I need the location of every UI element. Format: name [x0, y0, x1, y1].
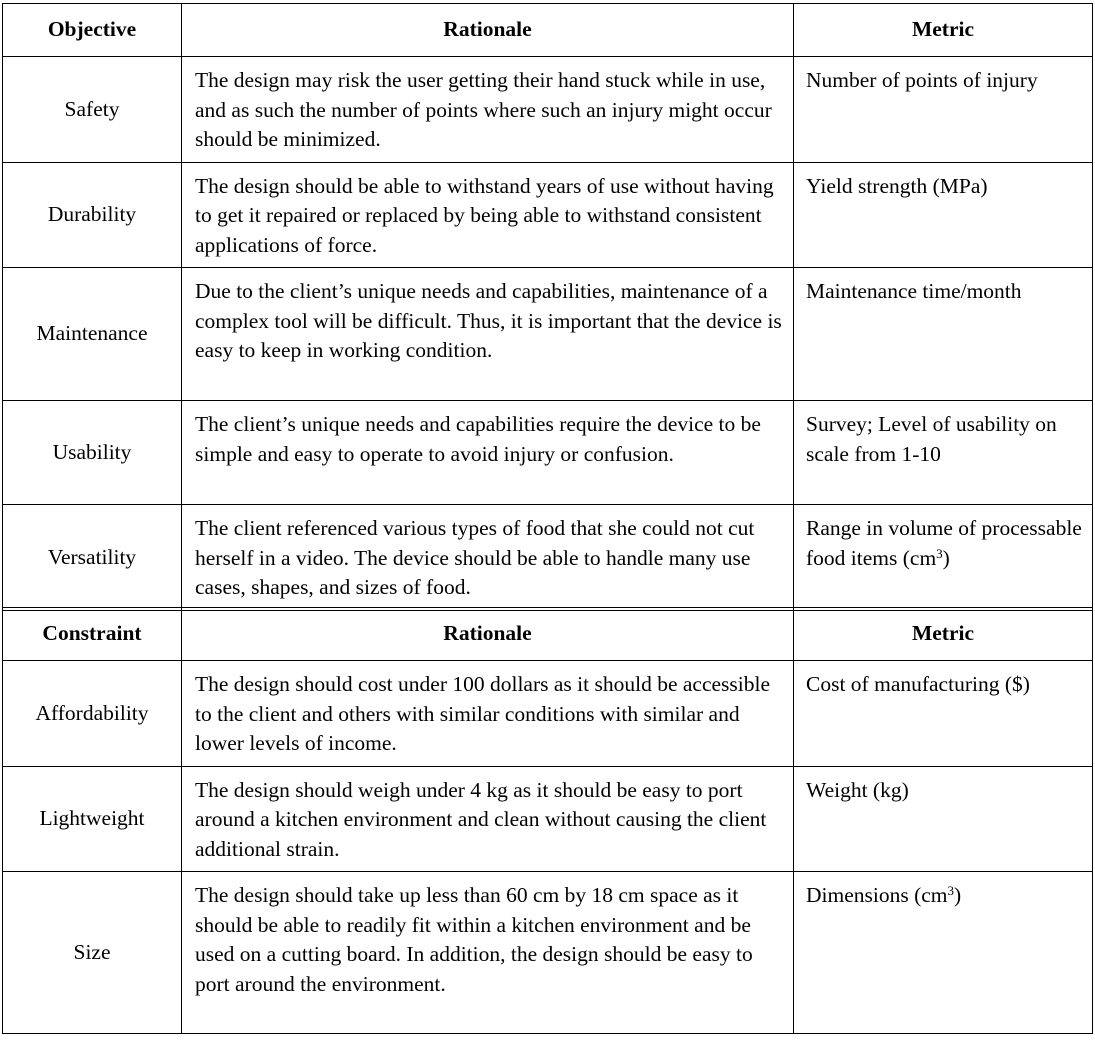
header-metric: Metric: [794, 608, 1093, 661]
rationale-cell: Due to the client’s unique needs and capabilities, maintenance of a complex tool will be difficult. Thus, it is important that the device is easy to keep in working condition.: [182, 268, 794, 401]
table-row: [3, 505, 1093, 611]
objective-name: Safety: [3, 57, 182, 163]
metric-text: Dimensions (cm: [806, 883, 948, 907]
header-objective: Objective: [3, 4, 182, 57]
metric-cell: Maintenance time/month: [794, 268, 1093, 401]
rationale-cell: The client’s unique needs and capabilities require the device to be simple and easy to operate to avoid injury or confusion.: [182, 401, 794, 505]
table-row: [3, 401, 1093, 505]
table-row: [3, 268, 1093, 401]
metric-cell: [794, 505, 1093, 611]
metric-tail: ): [942, 545, 950, 570]
rationale-cell: The design should be able to withstand years of use without having to get it repaired or replaced by being able to withstand consistent applications of force.: [182, 162, 794, 268]
header-metric: Metric: [794, 4, 1093, 57]
header-rationale: Rationale: [182, 608, 794, 661]
objective-name: Usability: [3, 401, 182, 505]
metric-cell: Cost of manufacturing ($): [794, 661, 1093, 767]
rationale-cell: The client referenced various types of food that she could not cut herself in a video. The device should be able to handle many use cases, shapes, and sizes of food.: [182, 505, 794, 611]
constraints-table: [2, 607, 1093, 1034]
header-constraint: Constraint: [3, 608, 182, 661]
metric-superscript: 3: [936, 545, 943, 561]
table-row: [3, 872, 1093, 1034]
metric-superscript: 3: [947, 883, 955, 898]
table-header-row: [3, 608, 1093, 661]
rationale-cell: The design may risk the user getting their hand stuck while in use, and as such the number of points where such an injury might occur should be minimized.: [182, 57, 794, 163]
metric-tail: ): [954, 883, 962, 907]
rationale-cell: The design should cost under 100 dollars as it should be accessible to the client and others with similar conditions with similar and lower levels of income.: [182, 661, 794, 767]
metric-cell: Survey; Level of usability on scale from 1-10: [794, 401, 1093, 505]
header-rationale: Rationale: [182, 4, 794, 57]
table-row: [3, 57, 1093, 163]
metric-cell: Weight (kg): [794, 766, 1093, 872]
table-row: [3, 661, 1093, 767]
table-header-row: [3, 4, 1093, 57]
constraint-name: Size: [3, 872, 182, 1034]
constraint-name: Affordability: [3, 661, 182, 767]
objective-name: Durability: [3, 162, 182, 268]
objective-name: Versatility: [3, 505, 182, 611]
objective-name: Maintenance: [3, 268, 182, 401]
constraint-name: Lightweight: [3, 766, 182, 872]
metric-cell: Yield strength (MPa): [794, 162, 1093, 268]
rationale-cell: The design should weigh under 4 kg as it should be easy to port around a kitchen environment and clean without causing the client additional strain.: [182, 766, 794, 872]
table-row: [3, 766, 1093, 872]
table-row: [3, 162, 1093, 268]
metric-text: Range in volume of processable food items (cm: [806, 516, 1082, 570]
rationale-cell: The design should take up less than 60 cm by 18 cm space as it should be able to readily fit within a kitchen environment and be used on a cutting board. In addition, the design should be easy to port around the environment.: [182, 872, 794, 1034]
objectives-table: [2, 3, 1093, 611]
metric-cell: Number of points of injury: [794, 57, 1093, 163]
metric-cell: [794, 872, 1093, 1034]
